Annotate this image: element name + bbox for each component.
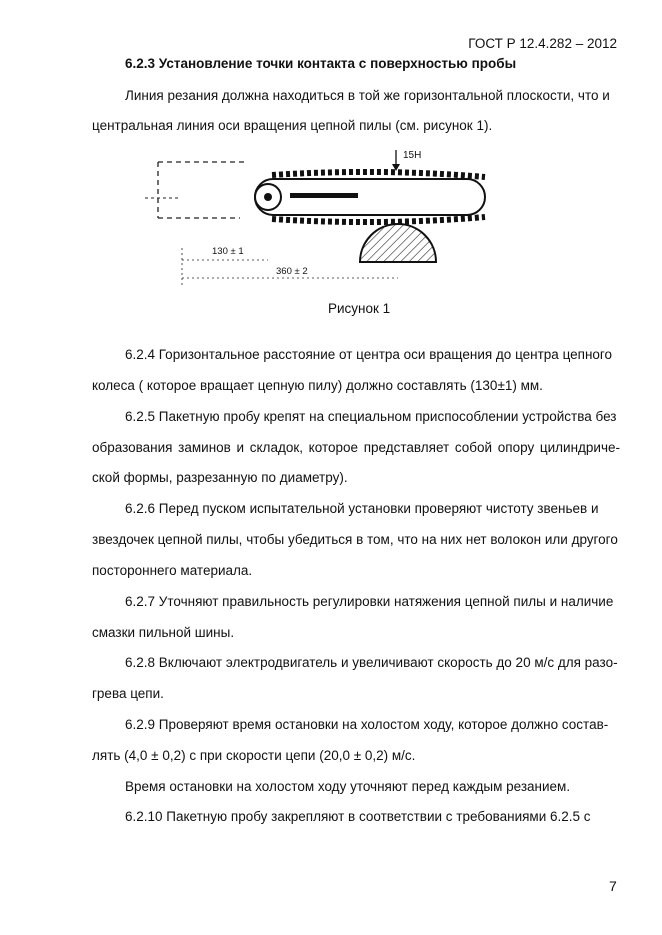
section-heading: 6.2.3 Установление точки контакта с поверхностью пробы (125, 56, 517, 71)
paragraph-line: колеса ( которое вращает цепную пилу) должно составлять (130±1) мм. (92, 378, 543, 393)
paragraph-line: смазки пильной шины. (92, 625, 235, 640)
paragraph-line: 6.2.6 Перед пуском испытательной установки проверяют чистоту звеньев и (125, 501, 599, 516)
paragraph-line: 6.2.8 Включают электродвигатель и увеличивают скорость до 20 м/с для разо- (125, 655, 618, 670)
paragraph-line: 6.2.4 Горизонтальное расстояние от центра оси вращения до центра цепного (125, 347, 613, 362)
paragraph-line: 6.2.10 Пакетную пробу закрепляют в соответствии с требованиями 6.2.5 с (125, 809, 591, 824)
paragraph-line: центральная линия оси вращения цепной пилы (см. рисунок 1). (92, 118, 493, 133)
dimension-130-label: 130 ± 1 (212, 246, 244, 257)
paragraph-line: образования заминов и складок, которое представляет собой опору цилиндриче- (92, 440, 620, 455)
paragraph-line: 6.2.5 Пакетную пробу крепят на специальном приспособлении устройства без (125, 409, 617, 424)
paragraph-line: ской формы, разрезанную по диаметру). (92, 470, 348, 485)
semicylinder-support (360, 224, 436, 262)
document-code-header: ГОСТ Р 12.4.282 – 2012 (468, 36, 617, 51)
paragraph-line: 6.2.7 Уточняют правильность регулировки натяжения цепной пилы и наличие (125, 594, 614, 609)
chainsaw-figure (140, 140, 510, 290)
paragraph-line: грева цепи. (92, 686, 164, 701)
figure-caption: Рисунок 1 (328, 301, 391, 316)
guide-bar (255, 179, 485, 215)
chain-bottom (272, 217, 485, 222)
paragraph-line: лять (4,0 ± 0,2) с при скорости цепи (20,0 ± 0,2) м/с. (92, 748, 416, 763)
paragraph-line: постороннего материала. (92, 563, 253, 578)
dimension-360-label: 360 ± 2 (276, 266, 308, 277)
sprocket-axis (264, 193, 272, 201)
paragraph-line: Линия резания должна находиться в той же горизонтальной плоскости, что и (125, 88, 610, 103)
paragraph-line: 6.2.9 Проверяют время остановки на холостом ходу, которое должно состав- (125, 717, 609, 732)
paragraph-line: звездочек цепной пилы, чтобы убедиться в том, что на них нет волокон или другого (92, 532, 618, 547)
page-number: 7 (609, 878, 617, 894)
bar-slot (290, 193, 358, 198)
force-label: 15Н (403, 150, 422, 161)
motor-housing-outline (158, 162, 245, 218)
chain-top (272, 172, 485, 177)
paragraph-line: Время остановки на холостом ходу уточняют перед каждым резанием. (125, 779, 571, 794)
